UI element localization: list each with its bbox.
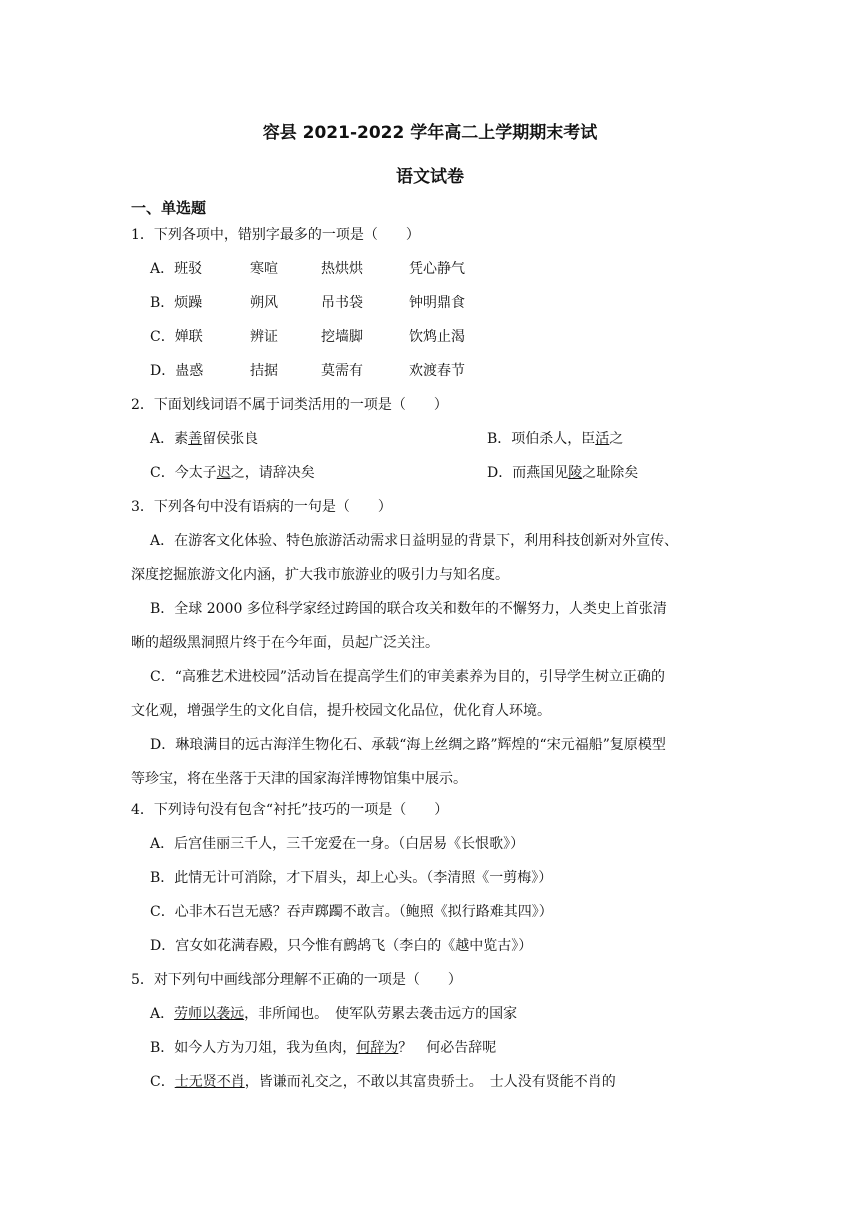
option-text: C．今太子 [150, 465, 217, 481]
option-text: ，皆谦而礼交之，不敢以其富贵骄士。 士人没有贤能不肖的 [244, 1074, 616, 1090]
q2-option-c [150, 463, 315, 483]
option-text: A． [150, 1006, 175, 1022]
q4-option-d: D．宫女如花满春殿，只今惟有鹧鸪飞（李白的《越中览古》） [150, 938, 533, 954]
underlined-word: 善 [188, 431, 203, 447]
q3-option-a-line1: A．在游客文化体验、特色旅游活动需求日益明显的背景下，利用科技创新对外宣传、 [150, 533, 679, 549]
option-word: 莫需有 [321, 363, 363, 379]
underlined-word: 陵 [568, 465, 583, 481]
option-word: 辨证 [250, 329, 278, 345]
q4-option-a: A．后宫佳丽三千人，三千宠爱在一身。（白居易《长恨歌》） [150, 836, 525, 852]
q3-option-b-line1: B．全球 2000 多位科学家经过跨国的联合攻关和数年的不懈努力，人类史上首张清 [150, 601, 667, 617]
option-text: D．而燕国见 [487, 465, 569, 481]
underlined-phrase: 士无贤不肖 [174, 1074, 245, 1090]
q5-option-b [150, 1038, 496, 1058]
option-text: ？ 何必告辞呢 [398, 1040, 497, 1056]
q2-option-d [487, 463, 638, 483]
option-label: B．烦躁 [150, 295, 203, 311]
q5-option-c [150, 1072, 616, 1092]
section-heading: 一、单选题 [131, 199, 207, 217]
q3-option-d-line1: D．琳琅满目的远古海洋生物化石、承载“海上丝绸之路”辉煌的“宋元福船”复原模型 [150, 737, 666, 753]
option-text: B．如今人方为刀俎，我为鱼肉， [150, 1040, 357, 1056]
option-word: 寒喧 [250, 261, 278, 277]
question-5-stem: 5．对下列句中画线部分理解不正确的一项是（ ） [131, 972, 462, 988]
underlined-word: 迟 [216, 465, 231, 481]
q4-option-b: B．此情无计可消除，才下眉头，却上心头。（李清照《一剪梅》） [150, 870, 553, 886]
option-text: 留侯张良 [202, 431, 259, 447]
option-label: A．班驳 [150, 261, 203, 277]
option-word: 朔风 [250, 295, 278, 311]
option-word: 吊书袋 [321, 295, 363, 311]
q3-option-d-line2: 等珍宝，将在坐落于天津的国家海洋博物馆集中展示。 [131, 771, 467, 787]
exam-subtitle: 语文试卷 [396, 167, 464, 187]
option-text: 之，请辞决矣 [230, 465, 315, 481]
q2-option-a [150, 429, 258, 449]
option-text: ，非所闻也。 使军队劳累去袭击远方的国家 [244, 1006, 518, 1022]
option-word: 凭心静气 [409, 261, 465, 277]
option-label: D．蛊惑 [150, 363, 204, 379]
exam-title: 容县 2021-2022 学年高二上学期期末考试 [262, 123, 598, 143]
q2-option-b [487, 429, 623, 449]
option-word: 钟明鼎食 [409, 295, 465, 311]
q3-option-c-line1: C．“高雅艺术进校园”活动旨在提高学生们的审美素养为目的，引导学生树立正确的 [150, 669, 666, 685]
option-word: 拮据 [250, 363, 278, 379]
question-4-stem: 4．下列诗句没有包含“衬托”技巧的一项是（ ） [131, 802, 449, 818]
underlined-phrase: 何辞为 [356, 1040, 399, 1056]
option-text: C． [150, 1074, 175, 1090]
q3-option-b-line2: 晰的超级黑洞照片终于在今年面，员起广泛关注。 [131, 635, 439, 651]
question-1-stem: 1．下列各项中，错别字最多的一项是（ ） [131, 227, 420, 243]
q5-option-a [150, 1004, 517, 1024]
option-text: B．项伯杀人，臣 [487, 431, 596, 447]
underlined-phrase: 劳师以袭远 [174, 1006, 245, 1022]
option-text: 之耻除矣 [582, 465, 639, 481]
q3-option-c-line2: 文化观，增强学生的文化自信，提升校园文化品位，优化育人环境。 [131, 703, 551, 719]
option-text: A．素 [150, 431, 189, 447]
option-label: C．婵联 [150, 329, 203, 345]
option-word: 热烘烘 [321, 261, 363, 277]
question-3-stem: 3．下列各句中没有语病的一句是（ ） [131, 499, 392, 515]
option-word: 挖墙脚 [321, 329, 363, 345]
q3-option-a-line2: 深度挖掘旅游文化内涵，扩大我市旅游业的吸引力与知名度。 [131, 567, 509, 583]
option-word: 饮鸩止渴 [409, 329, 465, 345]
option-text: 之 [609, 431, 624, 447]
option-word: 欢渡春节 [409, 363, 465, 379]
q4-option-c: C．心非木石岂无感？吞声踯躅不敢言。（鲍照《拟行路难其四》） [150, 904, 553, 920]
underlined-word: 活 [595, 431, 610, 447]
question-2-stem: 2．下面划线词语不属于词类活用的一项是（ ） [131, 397, 448, 413]
